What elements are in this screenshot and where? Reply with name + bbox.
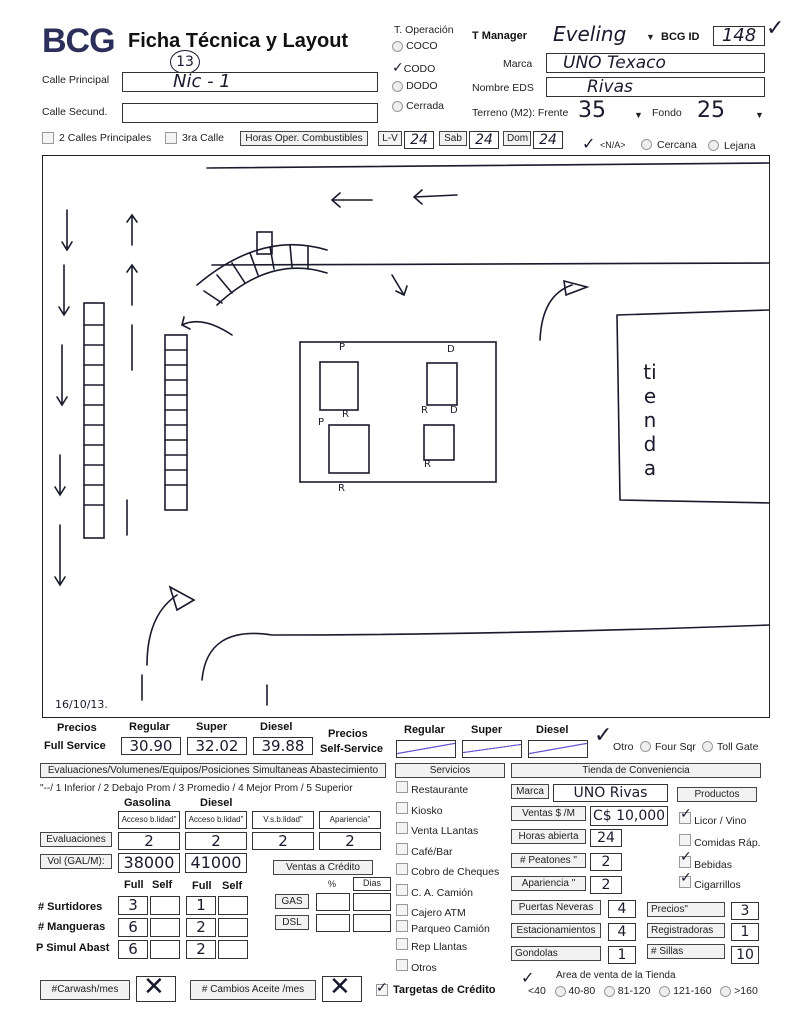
na-label[interactable]: <N/A> [600, 140, 626, 150]
dodo-label: DODO [406, 80, 438, 92]
eval-value-1[interactable]: 2 [118, 832, 180, 850]
gasolina-label: Gasolina [124, 797, 171, 809]
cafe-bar-checkbox[interactable] [396, 843, 408, 855]
dom-field[interactable]: 24 [533, 131, 563, 149]
bcg-id-field[interactable]: 148 [713, 26, 765, 46]
mangueras-self-gas[interactable] [150, 918, 180, 937]
sillas-label: # Sillas [647, 944, 725, 959]
area-venta-options [528, 985, 758, 997]
ventas-label: Ventas $ /M [511, 806, 586, 821]
t-manager-value[interactable]: Eveling [553, 22, 627, 46]
rep-llantas-label: Rep Llantas [411, 941, 468, 953]
calle-principal-label: Calle Principal [42, 74, 110, 86]
precios-self-label-2: Self-Service [320, 743, 383, 755]
operacion-label: T. Operación [394, 24, 454, 36]
precios-tienda-field[interactable]: 3 [731, 902, 759, 920]
eval-value-3[interactable]: 2 [252, 832, 314, 850]
full-regular-label: Regular [129, 721, 170, 733]
col-apariencia: Apariencia" [319, 811, 381, 829]
area-lt40-label[interactable]: <40 [528, 985, 546, 997]
dsl-label: DSL [275, 915, 309, 930]
surtidores-full-dsl[interactable]: 1 [186, 896, 216, 915]
cercana-label: Cercana [657, 139, 697, 151]
eval-value-4[interactable]: 2 [319, 832, 381, 850]
puertas-label: Puertas Neveras [511, 900, 601, 915]
tercera-calle-checkbox[interactable] [165, 132, 177, 144]
area-40-80-label: 40-80 [568, 985, 596, 997]
comidas-label: Comidas Ráp. [694, 837, 761, 849]
col-acceso-1: Acceso b.lidad" [118, 811, 180, 829]
otro-label: Otro [613, 741, 634, 753]
na-check-mark: ✓ [582, 134, 596, 153]
parqueo-camion-label: Parqueo Camión [411, 923, 490, 935]
vol-label: Vol (GAL/M): [40, 854, 112, 869]
tollgate-label: Toll Gate [717, 741, 759, 753]
layout-sketch-drawing [42, 155, 770, 718]
self-diesel-field[interactable] [528, 740, 588, 758]
surtidores-label: # Surtidores [38, 901, 103, 913]
gas-label: GAS [275, 894, 309, 909]
cajero-atm-label: Cajero ATM [411, 907, 466, 919]
vol-gasolina-field[interactable]: 38000 [118, 853, 180, 873]
registradoras-field[interactable]: 1 [731, 923, 759, 941]
surtidores-full-gas[interactable]: 3 [118, 896, 148, 915]
estacionamientos-field[interactable]: 4 [608, 923, 636, 941]
diesel-eval-label: Diesel [200, 797, 233, 809]
self-diesel-label: Diesel [536, 724, 569, 736]
marca-field[interactable]: UNO Texaco [546, 53, 765, 73]
surtidores-self-dsl[interactable] [218, 896, 248, 915]
kiosko-label: Kiosko [411, 804, 443, 817]
cafe-bar-label: Café/Bar [411, 845, 453, 858]
col-visib: V.s.b.lidad" [252, 811, 314, 829]
area-gt160-label: >160 [734, 985, 758, 997]
bebidas-label: Bebidas [694, 859, 733, 871]
frente-value[interactable]: 35 [578, 98, 606, 123]
full-label: Full [124, 879, 144, 891]
tienda-sketch-label: tienda [643, 360, 657, 480]
nombre-eds-label: Nombre EDS [472, 82, 534, 94]
peatones-label: # Peatones " [511, 853, 586, 868]
codo-check-mark: ✓ [392, 60, 404, 76]
sketch-date: 16/10/13. [55, 698, 108, 711]
tienda-header: Tienda de Conveniencia [511, 763, 761, 778]
self-diesel-col-label: Self [222, 880, 243, 892]
licor-label: Licor / Vino [694, 815, 747, 827]
precios-tienda-label: Precios" [647, 902, 725, 917]
venta-llantas-label: Venta LLantas [411, 825, 479, 837]
dodo-radio[interactable] [392, 81, 403, 92]
full-diesel-label: Diesel [260, 721, 293, 733]
mangueras-self-dsl[interactable] [218, 918, 248, 937]
col-acceso-2: Acceso b.lidad" [185, 811, 247, 829]
tollgate-radio[interactable] [702, 741, 713, 752]
self-label: Self [152, 879, 173, 891]
cerrada-radio[interactable] [392, 101, 403, 112]
terreno-label: Terreno (M2): Frente [472, 107, 569, 119]
tarjetas-label: Targetas de Crédito [393, 984, 496, 996]
restaurante-label: Restaurante [411, 784, 469, 796]
carwash-label: #Carwash/mes [40, 980, 130, 1000]
lv-label: L-V [378, 131, 402, 146]
area-121-160-label: 121-160 [673, 985, 712, 997]
simul-label: P Simul Abast [36, 942, 110, 954]
cambios-cross-mark: ✕ [329, 972, 351, 1002]
mangueras-label: # Mangueras [38, 921, 106, 933]
full-super-field[interactable]: 32.02 [187, 737, 247, 755]
rep-llantas-checkbox[interactable] [396, 938, 408, 950]
precios-full-label-1: Precios [57, 722, 97, 734]
ca-camion-label: C. A. Camión [411, 886, 473, 899]
apariencia-field[interactable]: 2 [590, 876, 622, 894]
t-manager-dropdown-icon[interactable]: ▼ [646, 32, 655, 42]
ca-camion-checkbox[interactable] [396, 884, 408, 896]
otros-checkbox[interactable] [396, 959, 408, 971]
nombre-eds-field[interactable]: Rivas [546, 77, 765, 97]
otros-label: Otros [411, 961, 437, 974]
frente-dropdown-icon[interactable]: ▼ [634, 110, 643, 120]
dsl-dias-field[interactable] [353, 914, 391, 932]
cigarrillos-label: Cigarrillos [694, 879, 741, 891]
parqueo-camion-checkbox[interactable] [396, 920, 408, 932]
sillas-field[interactable]: 10 [731, 946, 759, 964]
dos-calles-checkbox[interactable] [42, 132, 54, 144]
bcg-check-mark: ✓ [766, 16, 785, 41]
tienda-marca-label: Marca [511, 784, 549, 799]
eval-value-2[interactable]: 2 [185, 832, 247, 850]
coco-radio[interactable] [392, 41, 403, 52]
peatones-field[interactable]: 2 [590, 853, 622, 871]
cigarrillos-check-mark: ✓ [680, 870, 692, 886]
puertas-field[interactable]: 4 [608, 900, 636, 918]
simul-self-gas[interactable] [150, 940, 180, 959]
horas-abierta-label: Horas abierta [511, 829, 586, 844]
dos-calles-label: 2 Calles Principales [59, 132, 152, 144]
sab-label: Sab [439, 131, 467, 146]
mangueras-full-dsl[interactable]: 2 [186, 918, 216, 937]
self-super-field[interactable] [462, 740, 522, 758]
self-super-label: Super [471, 724, 503, 736]
ventas-field[interactable]: C$ 10,000 [590, 806, 668, 826]
calle-secund-field[interactable] [122, 103, 378, 123]
restaurante-checkbox[interactable] [396, 781, 408, 793]
pump-label-r3: R [338, 483, 345, 494]
evaluaciones-header: Evaluaciones/Volumenes/Equipos/Posiciones Simultaneas Abastecimiento [40, 763, 386, 778]
estacionamientos-label: Estacionamientos [511, 923, 601, 938]
coco-label: COCO [406, 40, 438, 52]
gondolas-label: Gondolas [511, 946, 601, 961]
full-regular-field[interactable]: 30.90 [121, 737, 181, 755]
fondo-value[interactable]: 25 [697, 98, 725, 123]
foursq-label: Four Sqr [655, 741, 696, 753]
pct-label: % [328, 879, 337, 889]
cerrada-label: Cerrada [406, 100, 444, 112]
vol-diesel-field[interactable]: 41000 [185, 853, 247, 873]
foursq-radio[interactable] [640, 741, 651, 752]
tienda-marca-field[interactable]: UNO Rivas [553, 784, 668, 802]
area-40-80-radio[interactable] [555, 986, 566, 997]
codo-label: CODO [403, 63, 436, 75]
logo: BCG [42, 22, 115, 60]
area-venta-label: Area de venta de la Tienda [556, 970, 676, 981]
lv-field[interactable]: 24 [404, 131, 434, 149]
surtidores-self-gas[interactable] [150, 896, 180, 915]
operacion-radio-group [392, 40, 444, 120]
kiosko-checkbox[interactable] [396, 802, 408, 814]
full-diesel-field[interactable]: 39.88 [253, 737, 313, 755]
gas-dias-field[interactable] [353, 893, 391, 911]
dsl-pct-field[interactable] [316, 914, 350, 932]
t-manager-label: T Manager [472, 30, 528, 42]
cobro-cheques-checkbox[interactable] [396, 863, 408, 875]
horas-oper-button[interactable]: Horas Oper. Combustibles [240, 131, 368, 146]
area-gt160-radio[interactable] [720, 986, 731, 997]
productos-header: Productos [677, 787, 757, 802]
bebidas-check-mark: ✓ [680, 849, 692, 865]
apariencia-label: Apariencia " [511, 876, 586, 891]
marca-label: Marca [503, 58, 533, 70]
lejana-radio[interactable] [708, 140, 719, 151]
servicios-header: Servicios [395, 763, 505, 778]
venta-llantas-checkbox[interactable] [396, 822, 408, 834]
mangueras-full-gas[interactable]: 6 [118, 918, 148, 937]
pump-label-r4: R [424, 459, 431, 470]
servicios-list [396, 781, 499, 979]
simul-full-dsl[interactable]: 2 [186, 940, 216, 959]
cobro-cheques-label: Cobro de Cheques [411, 866, 500, 878]
full-diesel-col-label: Full [192, 880, 212, 892]
precios-full-label-2: Full Service [44, 740, 106, 752]
pump-label-r2: R [421, 405, 428, 416]
pump-label-p1: P [339, 342, 346, 353]
page-title: Ficha Técnica y Layout [128, 30, 349, 52]
tarjetas-check-mark: ✓ [376, 980, 388, 996]
otro-check-mark: ✓ [594, 723, 613, 748]
cercana-radio[interactable] [641, 139, 652, 150]
self-regular-label: Regular [404, 724, 445, 736]
fondo-label: Fondo [652, 107, 682, 119]
area-81-120-label: 81-120 [617, 985, 651, 997]
area-121-160-radio[interactable] [659, 986, 670, 997]
gas-pct-field[interactable] [316, 893, 350, 911]
registradoras-label: Registradoras [647, 923, 725, 938]
simul-full-gas[interactable]: 6 [118, 940, 148, 959]
tercera-calle-label: 3ra Calle [182, 132, 225, 144]
evaluaciones-scale: "--/ 1 Inferior / 2 Debajo Prom / 3 Promedio / 4 Mejor Prom / 5 Superior [40, 783, 353, 794]
evaluaciones-label: Evaluaciones [40, 832, 112, 847]
calle-principal-field[interactable]: Nic - 1 [122, 72, 378, 92]
dom-label: Dom [503, 131, 531, 146]
circled-number: 13 [170, 50, 200, 74]
full-super-label: Super [196, 721, 228, 733]
self-regular-field[interactable] [396, 740, 456, 758]
pump-label-p2: P [318, 417, 325, 428]
pump-label-d1: D [447, 344, 455, 355]
area-check-mark: ✓ [521, 968, 535, 987]
pump-label-d2: D [450, 405, 458, 416]
sab-field[interactable]: 24 [469, 131, 499, 149]
comidas-checkbox[interactable] [679, 834, 691, 846]
precios-self-label-1: Precios [328, 728, 368, 740]
gondolas-field[interactable]: 1 [608, 946, 636, 964]
dias-label: Dias [353, 877, 391, 891]
carwash-cross-mark: ✕ [143, 972, 165, 1002]
pump-label-r1: R [342, 409, 349, 420]
licor-check-mark: ✓ [680, 806, 692, 822]
area-81-120-radio[interactable] [604, 986, 615, 997]
ventas-credito-label: Ventas a Crédito [273, 860, 373, 875]
cajero-atm-checkbox[interactable] [396, 904, 408, 916]
lejana-label: Lejana [724, 140, 756, 152]
horas-abierta-field[interactable]: 24 [590, 829, 622, 847]
simul-self-dsl[interactable] [218, 940, 248, 959]
cambios-aceite-label: # Cambios Aceite /mes [190, 980, 316, 1000]
calle-secund-label: Calle Secund. [42, 106, 108, 118]
bcg-id-label: BCG ID [661, 31, 700, 43]
fondo-dropdown-icon[interactable]: ▼ [755, 110, 764, 120]
